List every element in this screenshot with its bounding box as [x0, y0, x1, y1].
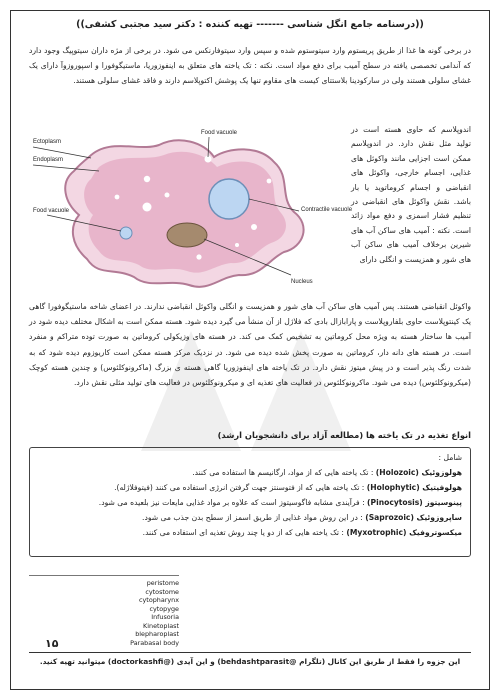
- body-paragraph: واکوئل انقباضی هستند. پس آمیب های ساکن آب های شور و همزیست و انگلی واکوئل انقباضی ندارند. در اعضای شاخه ماستیگوفورا گاهی یک کینتوپلاست حاوی بلفاروپلاست و پارابازال بادی که فلاژل از آن منشأ می گیرد دیده شود. هسته ممکن است به اشکال مختلف دیده شود در آمیب ها ساختار هسته به ویژه محل کروماتین به تشخیص کمک می کند. در هسته های وزیکولی کروماتین به صورت توده متراکم و منفرد است. در هسته های دانه دار، کروماتین به صورت پخش شده دیده می شود. در نزدیک مرکز هسته ممکن است کاریوزوم دیده شود که به شدت رنگ پذیر است و در پیش میتوز نقش دارد. در تک یاخته های اینفوزوریا گاهی هسته ی بزرگ (ماکرونوکلئوس) و چندین هسته کوچک (میکرونوکلئوس) دیده می شود. ماکرونوکلئوس در فعالیت های تغذیه ای و میکرونوکلئوس در فعالیت های تولید مثلی نقش دارد.: [29, 302, 471, 388]
- contractile-vacuole: [209, 179, 249, 219]
- list-item: ساپروزوئیک (Saprozoic) : در این روش مواد غذایی از طریق اسمز از سطح بدن جذب می شود.: [142, 513, 462, 522]
- label-contractile-vacuole: Contractile vacuole: [301, 207, 353, 213]
- footnote: blepharoplast: [135, 630, 179, 638]
- document-header: ((درسنامه جامع انگل شناسی ------- تهیه کننده : دکتر سید مجتبی کشفی)): [76, 19, 424, 30]
- section-title: انواع تغذیه در تک یاخته ها (مطالعه آزاد برای دانشجویان ارشد): [217, 430, 471, 440]
- list-item: میکسوتروفیک (Myxotrophic) : تک یاخته هایی که از دو یا چند روش تغذیه ای استفاده می کنند.: [142, 528, 462, 537]
- list-item: هولوزوئیک (Holozoic) : تک یاخته هایی که از مواد، ارگانیسم ها استفاده می کنند.: [192, 468, 462, 477]
- food-vacuole-left: [120, 227, 132, 239]
- footnote: cytostome: [145, 587, 179, 596]
- list-item: هولوفیتیک (Holophytic) : تک یاخته هایی که از فتوسنتز جهت گرفتن انرژی استفاده می کنند (فیتوفلاژله).: [114, 483, 462, 492]
- footnote: Parabasal body: [130, 638, 179, 647]
- page-number: ۱۵: [45, 637, 59, 650]
- page-frame: [10, 10, 490, 690]
- footnote: cytopharynx: [139, 596, 179, 604]
- label-food-vacuole-top: Food vacuole: [201, 130, 238, 136]
- footer-divider: [29, 652, 471, 653]
- list-item: پینوسیتوز (Pinocytosis) : فرآیندی مشابه فاگوسیتوز است که علاوه بر مواد غذایی مایعات نیز بلعیده می شود.: [98, 498, 462, 507]
- footnote: Kinetoplast: [143, 621, 179, 630]
- footnote: peristome: [146, 579, 179, 587]
- label-food-vacuole-left: Food vacuole: [33, 208, 70, 214]
- footer-note: این جزوه را فقط از طریق این کانال (تلگرام @behdashtparasit) و این آیدی (@doctorkashfi) میتوانید تهیه کنید.: [39, 657, 461, 666]
- list-intro: شامل :: [438, 453, 462, 462]
- label-ectoplasm: Ectoplasm: [33, 139, 62, 145]
- label-endoplasm: Endoplasm: [33, 157, 64, 163]
- nutrition-types-box: [29, 447, 471, 557]
- nucleus: [167, 223, 207, 247]
- amoeba-diagram: [29, 127, 353, 297]
- side-paragraph: اندوپلاسم که حاوی هسته است در تولید مثل نقش دارد. در اندوپلاسم ممکن است اجزایی مانند واکوئل های غذایی، اجسام خارجی، واکوئل های انقباضی و اجسام کروماتوید یا بار باشد. نقش واکوئل های انقباضی در تنظیم فشار اسمزی و دفع مواد زائد است. نکته : آمیب های ساکن آب های شیرین برخلاف آمیب های ساکن آب های شور و همزیست و انگلی دارای: [351, 125, 471, 264]
- footnote: Infusoria: [151, 613, 179, 621]
- label-nucleus: Nucleus: [291, 279, 313, 285]
- footnote-rule: [29, 575, 179, 576]
- intro-paragraph: در برخی گونه ها غذا از طریق پریستوم وارد سیتوستوم شده و سپس وارد سیتوفارنکس می شود. در برخی از مژه داران سیتوپیگ وجود دارد که آندامی تخصصی یافته در سطح آمیب برای دفع مواد است. نکته : تک یاخته های متعلق به اینفوزوریا، ماستیگوفورا و اسپوروزوآ دارای یک غشای سلولی هستند ولی در سارکودینا بلاستتای کیست های مقاوم تنها یک پوشش اکتوپلاسم دارند و فاقد غشای سلولی هستند.: [29, 46, 471, 86]
- footnote: cytopyge: [149, 604, 179, 613]
